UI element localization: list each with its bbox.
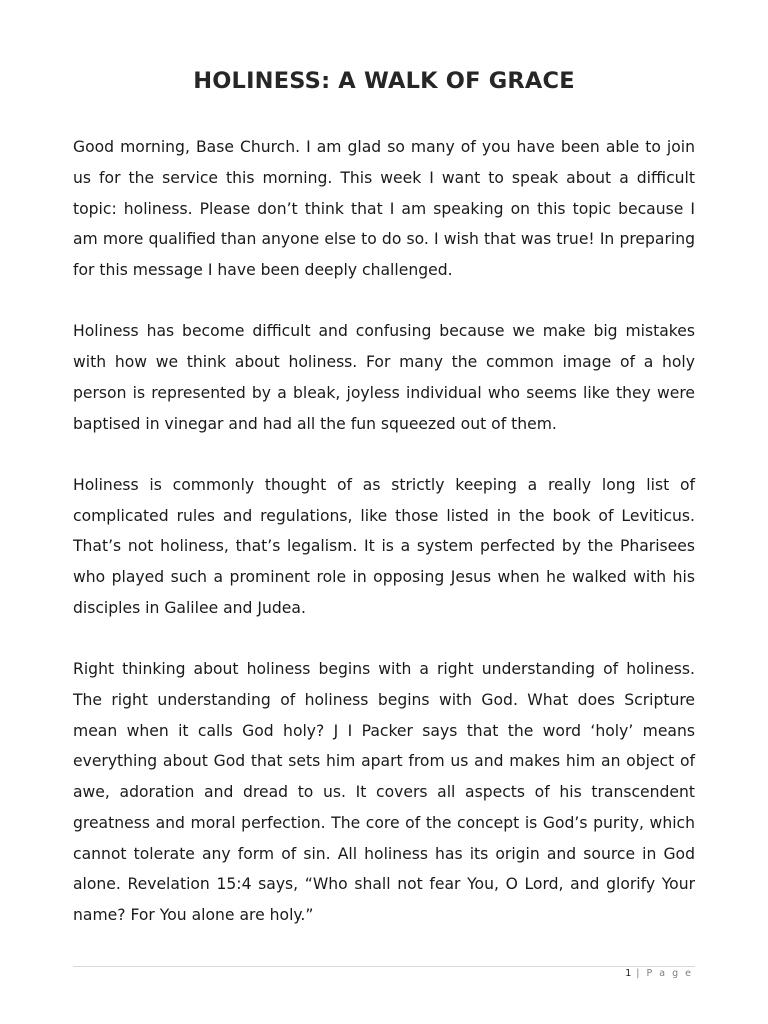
paragraph-3: Holiness is commonly thought of as strictly keeping a really long list of complicated rules and regulations, like those listed in the book of Leviticus. That’s not holiness, that’s legalism. It is a system perfected by the Pharisees who played such a prominent role in opposing Jesus when he walked with his disciples in Galilee and Judea.: [73, 475, 695, 617]
footer-separator: |: [636, 968, 642, 979]
paragraph-4: Right thinking about holiness begins with a right understanding of holiness. The right understanding of holiness begins with God. What does Scripture mean when it calls God holy? J I Packer says that the word ‘holy’ means everything about God that sets him apart from us and makes him an object of awe, adoration and dread to us. It covers all aspects of his transcendent greatness and moral perfection. The core of the concept is God’s purity, which cannot tolerate any form of sin. All holiness has its origin and source in God alone. Revelation 15:4 says, “Who shall not fear You, O Lord, and glorify Your name? For You alone are holy.”: [73, 660, 695, 924]
page-title: HOLINESS: A WALK OF GRACE: [193, 68, 575, 94]
paragraph-2: Holiness has become difficult and confusing because we make big mistakes with how we think about holiness. For many the common image of a holy person is represented by a bleak, joyless individual who seems like they were baptised in vinegar and had all the fun squeezed out of them.: [73, 322, 695, 433]
page-footer: [73, 968, 693, 979]
page-label: P a g e: [646, 968, 693, 979]
paragraph-1: Good morning, Base Church. I am glad so many of you have been able to join us for the service this morning. This week I want to speak about a difficult topic: holiness. Please don’t think that I am speaking on this topic because I am more qualified than anyone else to do so. I wish that was true! In preparing for this message I have been deeply challenged.: [73, 138, 695, 279]
footer-divider: [73, 966, 695, 967]
page-number: 1: [625, 968, 632, 979]
document-body: [73, 132, 695, 961]
